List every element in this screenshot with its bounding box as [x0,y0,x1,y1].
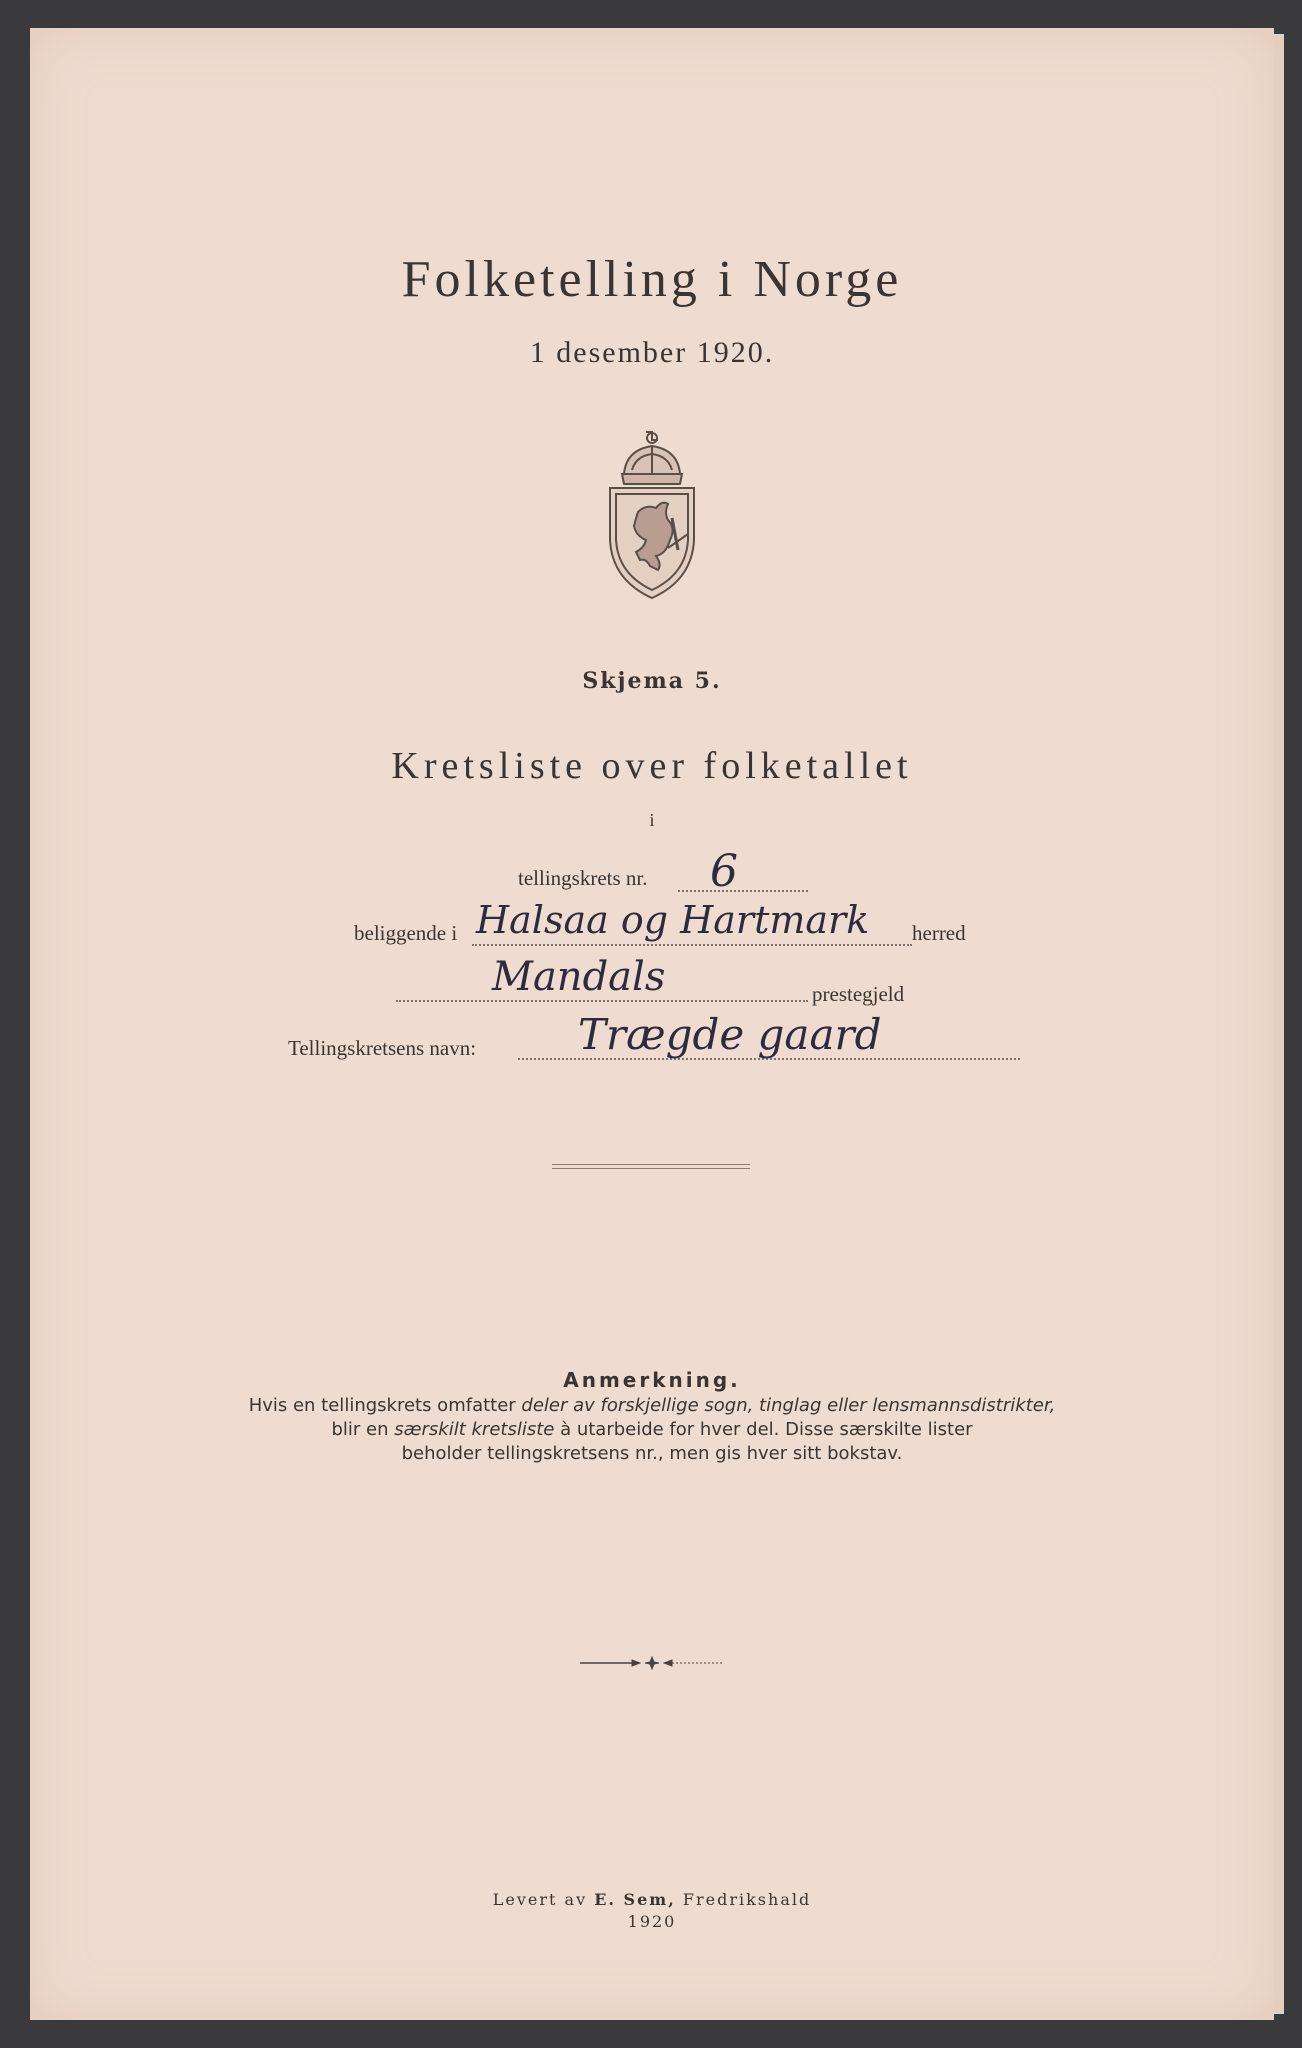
printer-credit: Levert av E. Sem, Fredrikshald [492,1890,812,1909]
district-label: tellingskrets nr. [518,866,648,890]
norwegian-coat-of-arms-icon [596,430,708,600]
schema-number: Skjema 5. [582,668,722,694]
document-title: Folketelling i Norge [401,251,903,308]
parish-value: Mandals [492,954,666,1000]
district-dotted-line [678,890,808,892]
census-date: 1 desember 1920. [529,336,775,369]
district-name-label: Tellingskretsens navn: [288,1036,477,1060]
district-name-value: Trægde gaard [578,1010,882,1059]
note-text [30,1394,1274,1466]
document-page [30,28,1274,2020]
municipality-value: Halsaa og Hartmark [476,898,870,942]
parish-dotted-line [396,1000,808,1002]
heading-conjunction: i [649,810,655,830]
municipality-suffix: herred [912,921,966,945]
note-line-1: Hvis en tellingskrets omfatter deler av forskjellige sogn, tinglag eller lensmannsdistrikter, [248,1395,1056,1416]
document-heading: Kretsliste over folketallet [391,745,913,787]
location-label: beliggende i [354,921,458,945]
page-edge [1274,34,1284,2014]
section-divider [552,1164,750,1169]
note-title: Anmerkning. [563,1368,741,1392]
note-line-2: blir en særskilt kretsliste à utarbeide for hver del. Disse særskilte lister [331,1419,973,1440]
location-dotted-line [472,944,912,946]
printer-year: 1920 [627,1912,677,1931]
parish-suffix: prestegjeld [812,982,905,1006]
note-line-3: beholder tellingskretsens nr., men gis hver sitt bokstav. [401,1443,903,1464]
district-number-value: 6 [710,846,738,897]
divider-ornament-icon [578,1656,726,1670]
